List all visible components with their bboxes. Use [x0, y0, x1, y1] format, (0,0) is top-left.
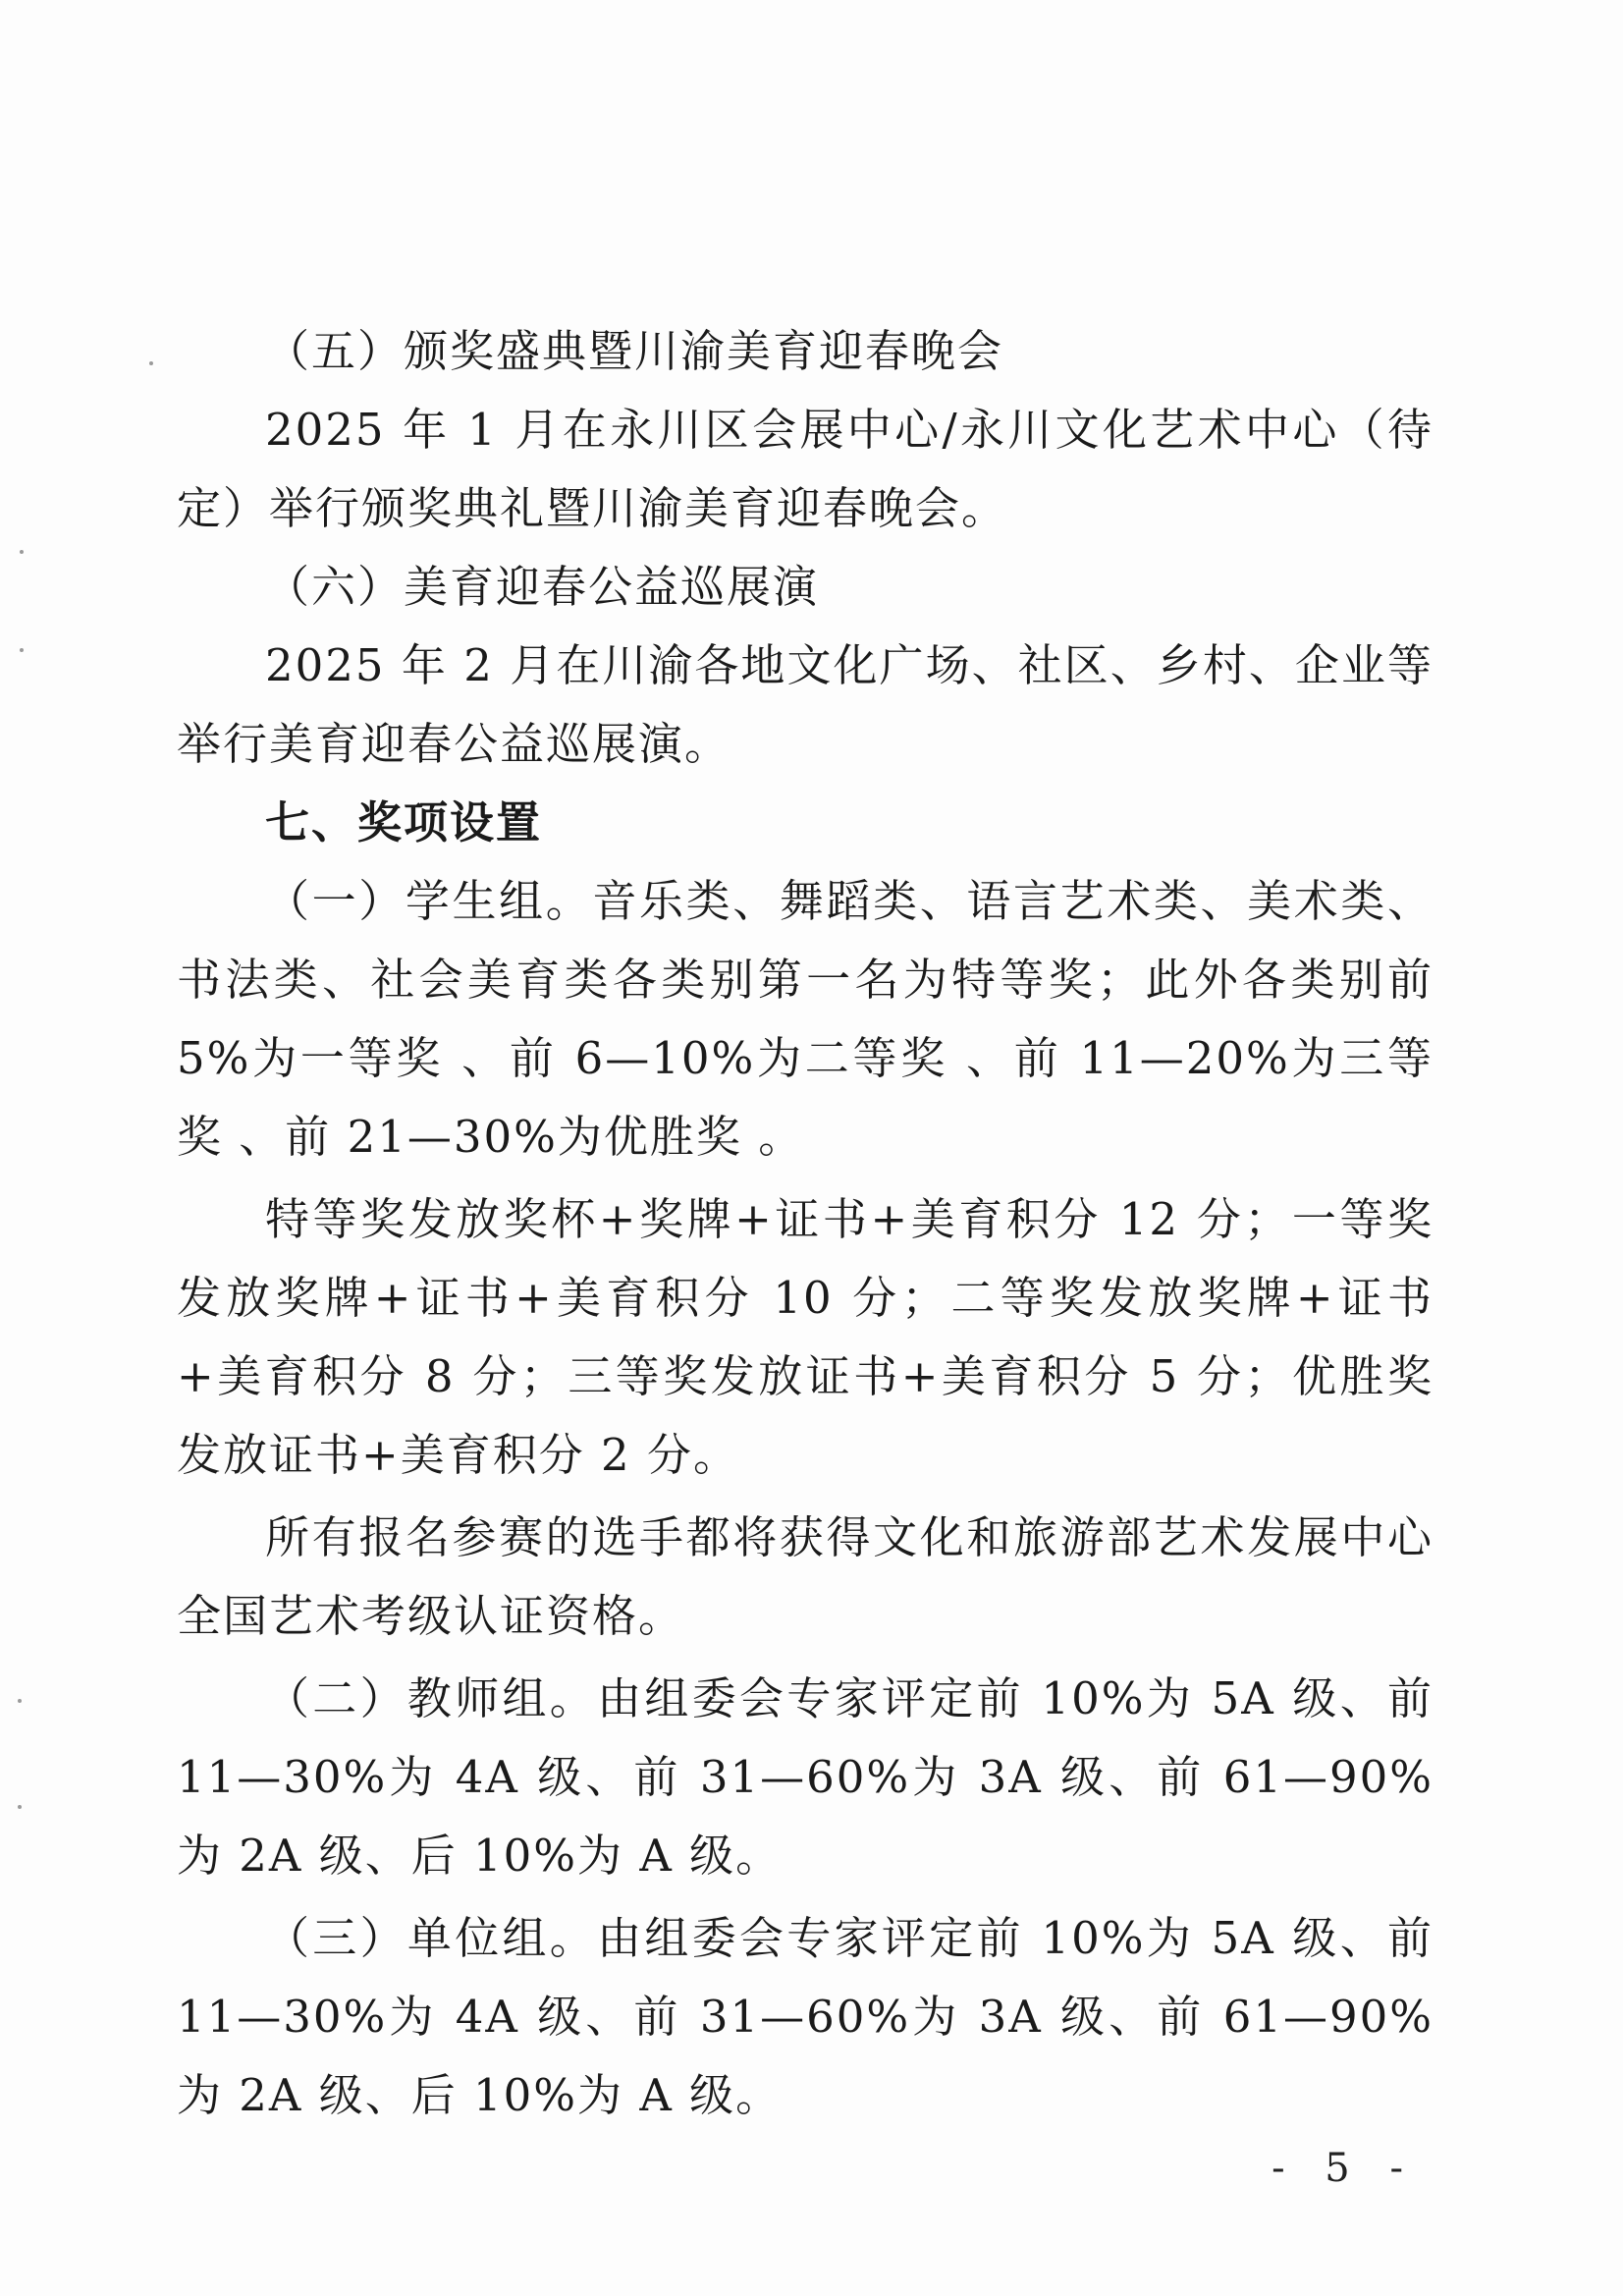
- section-heading-6: （六）美育迎春公益巡展演: [265, 561, 820, 613]
- paragraph-award-ceremony: 2025 年 1 月在永川区会展中心/永川文化艺术中心（待定）举行颁奖典礼暨川渝美育迎春晚会。: [177, 404, 1434, 534]
- paragraph-student-group: （一）学生组。音乐类、舞蹈类、语言艺术类、美术类、书法类、社会美育类各类别第一名为特等奖；此外各类别前 5%为一等奖 、前 6—10%为二等奖 、前 11—20%为三等奖 、前 21—30%为优胜奖 。: [177, 875, 1434, 1163]
- paragraph-unit-group: （三）单位组。由组委会专家评定前 10%为 5A 级、前 11—30%为 4A 级、前 31—60%为 3A 级、前 61—90%为 2A 级、后 10%为 A 级。: [177, 1912, 1434, 2121]
- scan-speck: [20, 648, 24, 652]
- scan-speck: [18, 1699, 22, 1703]
- paragraph-teacher-group: （二）教师组。由组委会专家评定前 10%为 5A 级、前 11—30%为 4A 级、前 31—60%为 3A 级、前 61—90%为 2A 级、后 10%为 A 级。: [177, 1672, 1434, 1882]
- section-heading-7: 七、奖项设置: [265, 796, 543, 848]
- scan-speck: [20, 550, 24, 554]
- paragraph-student-prizes: 特等奖发放奖杯+奖牌+证书+美育积分 12 分；一等奖发放奖牌+证书+美育积分 10 分；二等奖发放奖牌+证书+美育积分 8 分；三等奖发放证书+美育积分 5 分；优胜奖发放证书+美育积分 2 分。: [177, 1193, 1434, 1481]
- document-body: [177, 312, 1434, 2135]
- section-heading-5: （五）颁奖盛典暨川渝美育迎春晚会: [265, 325, 1004, 377]
- paragraph-certification: 所有报名参赛的选手都将获得文化和旅游部艺术发展中心全国艺术考级认证资格。: [177, 1511, 1434, 1642]
- paragraph-public-tour: 2025 年 2 月在川渝各地文化广场、社区、乡村、企业等举行美育迎春公益巡展演。: [177, 639, 1434, 770]
- scan-speck: [18, 1805, 22, 1809]
- page-number: - 5 -: [1271, 2146, 1417, 2191]
- scan-speck: [149, 361, 153, 365]
